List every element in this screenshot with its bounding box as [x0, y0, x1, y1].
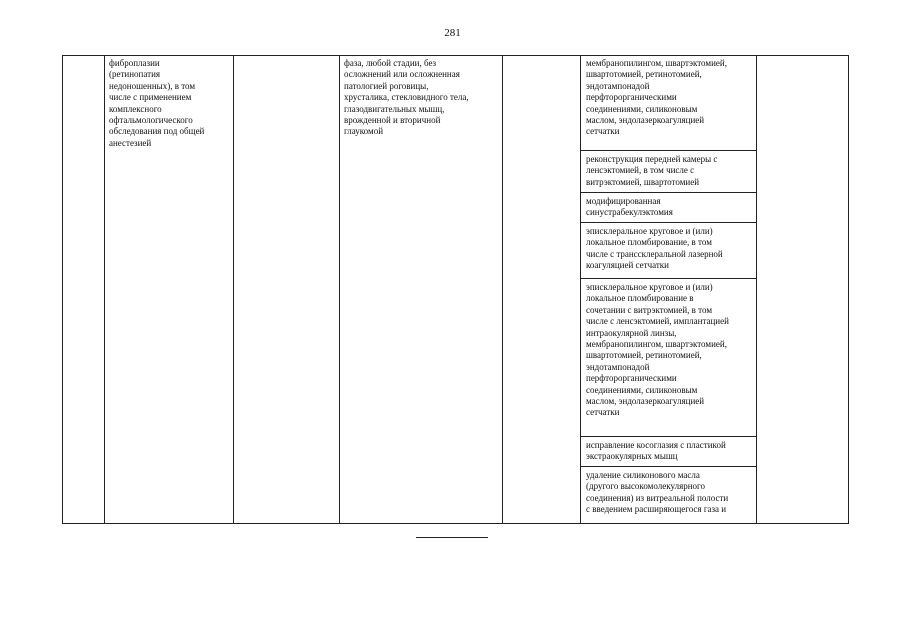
treatment-method-cell: исправление косоглазия с пластикой экстраокулярных мышц — [580, 437, 756, 467]
column-divider — [756, 55, 757, 524]
treatment-method-cell: реконструкция передней камеры с ленсэктомией, в том числе с витрэктомией, швартотомией — [580, 151, 756, 193]
footnote-separator — [416, 537, 488, 538]
treatment-method-cell: эписклеральное круговое и (или) локальное пломбирование в сочетании с витрэктомией, в том числе с ленсэктомией, имплантацией интраокулярной линзы, мембранопилингом, швартэктомией, швартотомией, ретинотомией, эндотампонадой перфторорганическими соединениями, силиконовым маслом, эндолазеркоагуляцией сетчатки — [580, 279, 756, 437]
column-divider — [233, 55, 234, 524]
treatment-method-cell: модифицированная синустрабекулэктомия — [580, 193, 756, 223]
treatment-method-cell: эписклеральное круговое и (или) локальное пломбирование, в том числе с транссклеральной лазерной коагуляцией сетчатки — [580, 223, 756, 279]
column-divider — [104, 55, 105, 524]
treatment-methods — [580, 55, 756, 524]
column-divider — [339, 55, 340, 524]
column-divider — [848, 55, 849, 524]
patient-model-cell: фаза, любой стадии, без осложнений или осложненная патологией роговицы, хрусталика, стекловидного тела, глазодвигательных мышц, врожденной и вторичной глаукомой — [344, 58, 469, 137]
procedures-table — [62, 55, 848, 524]
page-number: 281 — [444, 27, 461, 39]
diagnosis-cell: фиброплазии (ретинопатия недоношенных), в том числе с применением комплексного офтальмологического обследования под общей анестезией — [109, 58, 205, 148]
column-divider — [62, 55, 63, 524]
treatment-method-cell: удаление силиконового масла (другого высокомолекулярного соединения) из витреальной полости с введением расширяющегося газа и — [586, 470, 729, 515]
treatment-method-cell: мембранопилингом, швартэктомией, швартотомией, ретинотомией, эндотампонадой перфторорганическими соединениями, силиконовым маслом, эндолазеркоагуляцией сетчатки — [580, 55, 756, 151]
column-divider — [502, 55, 503, 524]
